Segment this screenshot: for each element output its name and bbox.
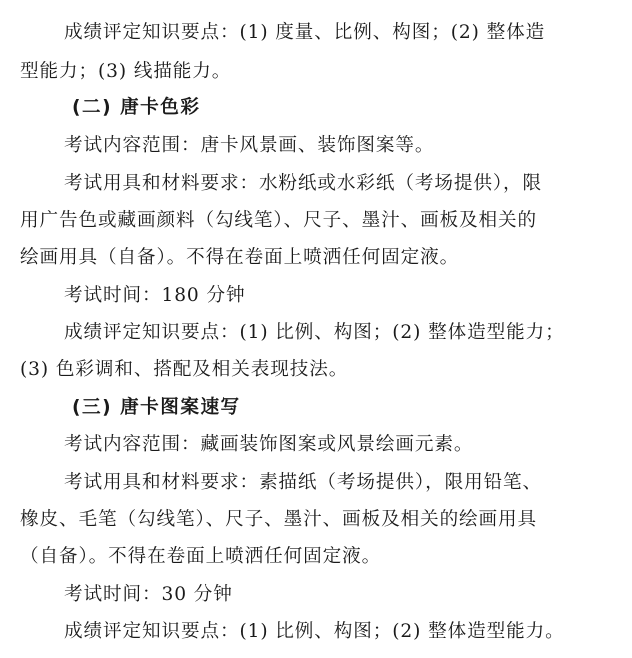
paragraph-line: 考试用具和材料要求：素描纸（考场提供），限用铅笔、	[64, 472, 543, 493]
paragraph-line: (3) 色彩调和、搭配及相关表现技法。	[20, 359, 349, 380]
section-heading: (二) 唐卡色彩	[72, 97, 201, 118]
paragraph-line: 型能力；(3) 线描能力。	[20, 61, 232, 82]
paragraph-line: 成绩评定知识要点：(1) 比例、构图；(2) 整体造型能力。	[64, 621, 565, 642]
paragraph-line: 成绩评定知识要点：(1) 比例、构图；(2) 整体造型能力；	[64, 322, 565, 343]
paragraph-line: 成绩评定知识要点：(1) 度量、比例、构图；(2) 整体造	[64, 22, 546, 43]
paragraph-line: 考试时间：30 分钟	[64, 584, 233, 605]
paragraph-line: 考试内容范围：唐卡风景画、装饰图案等。	[64, 135, 435, 156]
section-heading: (三) 唐卡图案速写	[72, 397, 241, 418]
paragraph-line: 考试内容范围：藏画装饰图案或风景绘画元素。	[64, 434, 474, 455]
paragraph-line: 考试用具和材料要求：水粉纸或水彩纸（考场提供），限	[64, 173, 543, 194]
paragraph-line: 绘画用具（自备）。不得在卷面上喷洒任何固定液。	[20, 247, 460, 268]
paragraph-line: 用广告色或藏画颜料（勾线笔）、尺子、墨汁、画板及相关的	[20, 210, 538, 231]
paragraph-line: （自备）。不得在卷面上喷洒任何固定液。	[20, 546, 382, 567]
paragraph-line: 橡皮、毛笔（勾线笔）、尺子、墨汁、画板及相关的绘画用具	[20, 509, 538, 530]
paragraph-line: 考试时间：180 分钟	[64, 285, 246, 306]
